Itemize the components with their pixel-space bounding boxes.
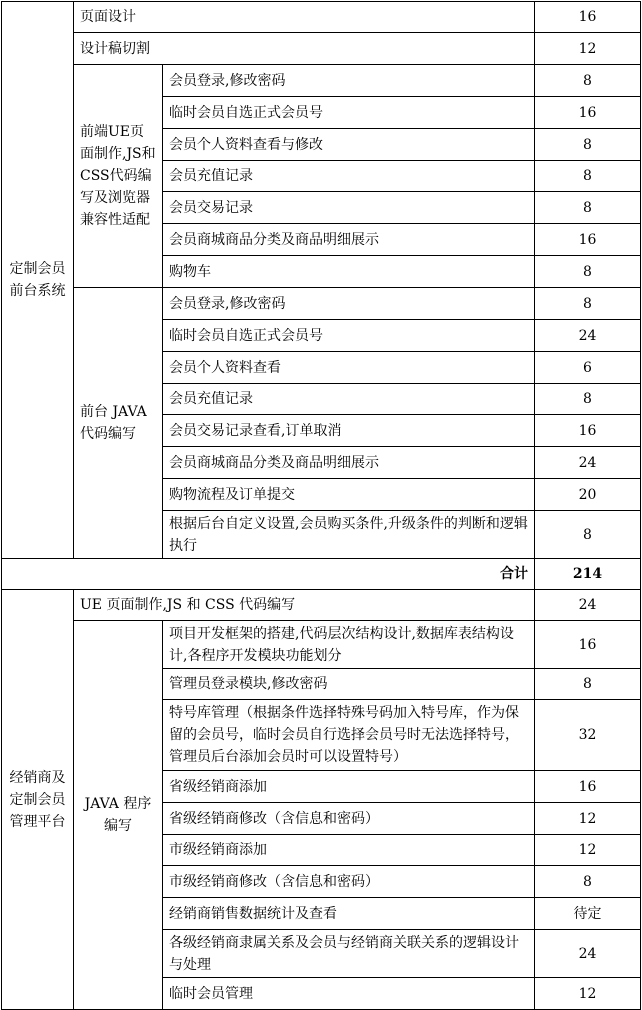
task-cell: 临时会员自选正式会员号	[163, 320, 535, 352]
hours-cell: 16	[535, 415, 641, 447]
task-cell: 会员充值记录	[163, 384, 535, 415]
hours-cell: 24	[535, 447, 641, 479]
table-row	[2, 65, 641, 97]
task-cell: 会员商城商品分类及商品明细展示	[163, 224, 535, 256]
hours-cell: 8	[535, 129, 641, 161]
task-cell: 会员充值记录	[163, 161, 535, 192]
hours-cell: 8	[535, 384, 641, 415]
task-cell: 会员交易记录查看,订单取消	[163, 415, 535, 447]
total-label: 合计	[2, 559, 535, 590]
task-cell: 省级经销商修改（含信息和密码）	[163, 803, 535, 835]
hours-cell: 16	[535, 621, 641, 669]
hours-cell: 12	[535, 835, 641, 866]
hours-cell: 8	[535, 866, 641, 898]
task-cell: 临时会员管理	[163, 978, 535, 1010]
hours-cell: 8	[535, 288, 641, 320]
hours-cell: 16	[535, 224, 641, 256]
total-value: 214	[535, 559, 641, 590]
group-label: 定制会员前台系统	[2, 2, 74, 559]
task-cell: 购物车	[163, 256, 535, 288]
task-cell: 页面设计	[74, 2, 535, 33]
task-cell: 会员交易记录	[163, 192, 535, 224]
hours-cell: 6	[535, 352, 641, 384]
hours-cell: 12	[535, 33, 641, 65]
hours-cell: 8	[535, 161, 641, 192]
hours-cell: 12	[535, 978, 641, 1010]
table-row	[2, 590, 641, 621]
task-cell: 会员个人资料查看	[163, 352, 535, 384]
task-cell: 项目开发框架的搭建,代码层次结构设计,数据库表结构设计,各程序开发模块功能划分	[163, 621, 535, 669]
subgroup-label: JAVA 程序编写	[74, 621, 163, 1010]
group-label: 经销商及定制会员管理平台	[2, 590, 74, 1010]
estimate-table	[1, 1, 641, 1010]
task-cell: 会员登录,修改密码	[163, 65, 535, 97]
table-row	[2, 621, 641, 669]
task-cell: 会员个人资料查看与修改	[163, 129, 535, 161]
task-cell: 特号库管理（根据条件选择特殊号码加入特号库，作为保留的会员号，临时会员自行选择会员号时无法选择特号，管理员后台添加会员时可以设置特号）	[163, 700, 535, 771]
hours-cell: 24	[535, 930, 641, 978]
task-cell: 会员登录,修改密码	[163, 288, 535, 320]
hours-cell: 24	[535, 590, 641, 621]
hours-cell: 8	[535, 256, 641, 288]
subgroup-label: 前端UE页面制作,JS和CSS代码编写及浏览器兼容性适配	[74, 65, 163, 288]
task-cell: 各级经销商隶属关系及会员与经销商关联关系的逻辑设计与处理	[163, 930, 535, 978]
task-cell: UE 页面制作,JS 和 CSS 代码编写	[74, 590, 535, 621]
task-cell: 根据后台自定义设置,会员购买条件,升级条件的判断和逻辑执行	[163, 511, 535, 559]
table-row	[2, 288, 641, 320]
hours-cell: 8	[535, 669, 641, 700]
task-cell: 购物流程及订单提交	[163, 479, 535, 511]
task-cell: 省级经销商添加	[163, 771, 535, 803]
hours-cell: 8	[535, 65, 641, 97]
hours-cell: 8	[535, 511, 641, 559]
hours-cell: 16	[535, 97, 641, 129]
task-cell: 经销商销售数据统计及查看	[163, 898, 535, 930]
hours-cell: 16	[535, 2, 641, 33]
hours-cell: 16	[535, 771, 641, 803]
hours-cell: 8	[535, 192, 641, 224]
task-cell: 设计稿切割	[74, 33, 535, 65]
task-cell: 临时会员自选正式会员号	[163, 97, 535, 129]
table-row	[2, 33, 641, 65]
table-row	[2, 2, 641, 33]
hours-cell: 20	[535, 479, 641, 511]
total-row	[2, 559, 641, 590]
task-cell: 市级经销商修改（含信息和密码）	[163, 866, 535, 898]
task-cell: 市级经销商添加	[163, 835, 535, 866]
task-cell: 会员商城商品分类及商品明细展示	[163, 447, 535, 479]
subgroup-label: 前台 JAVA代码编写	[74, 288, 163, 559]
hours-cell: 12	[535, 803, 641, 835]
hours-cell: 32	[535, 700, 641, 771]
hours-cell: 待定	[535, 898, 641, 930]
hours-cell: 24	[535, 320, 641, 352]
task-cell: 管理员登录模块,修改密码	[163, 669, 535, 700]
